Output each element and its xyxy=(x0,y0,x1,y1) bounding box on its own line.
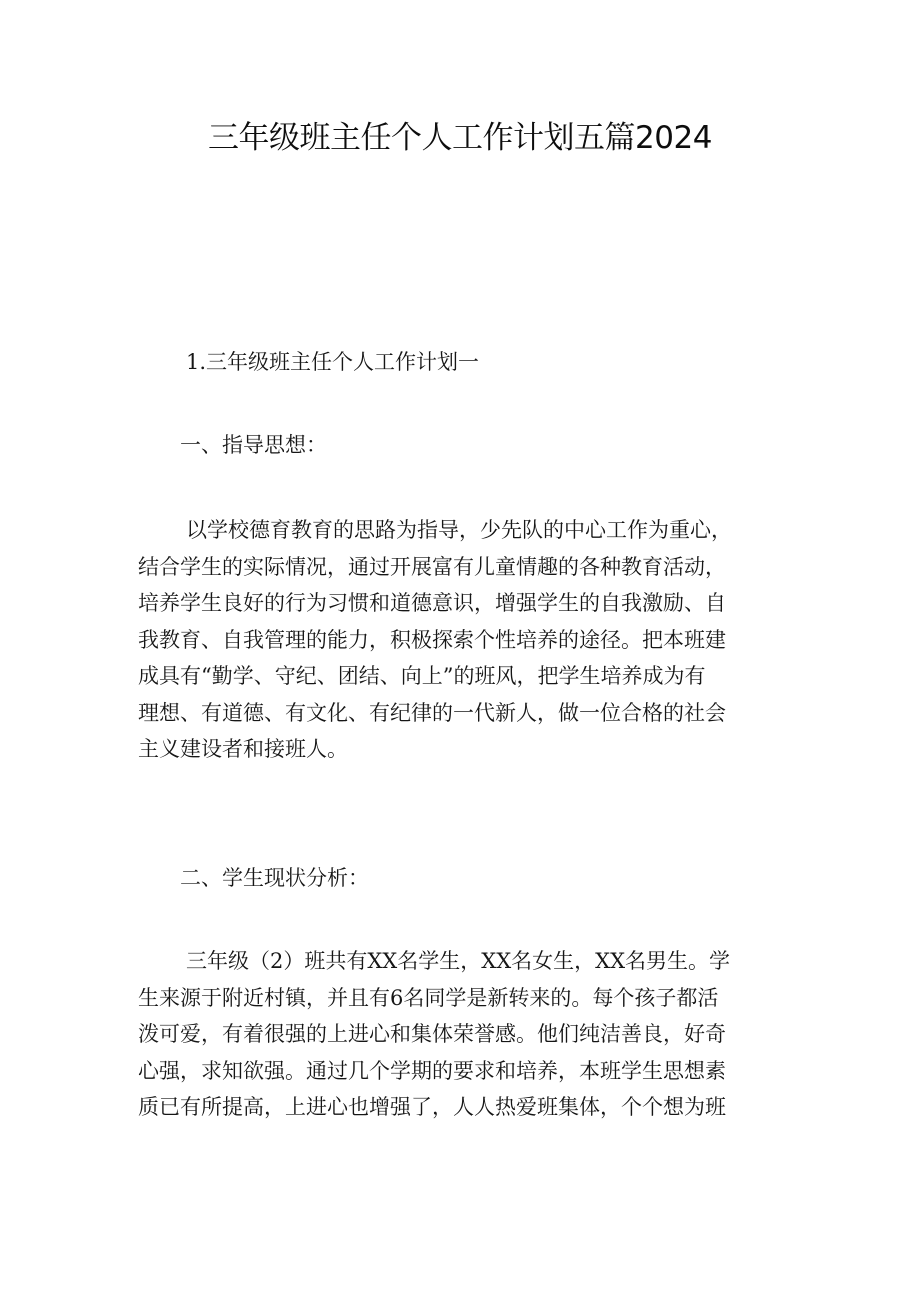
paragraph-line: 结合学生的实际情况，通过开展富有儿童情趣的各种教育活动， xyxy=(138,554,726,579)
subheading-student-analysis: 二、学生现状分析： xyxy=(180,866,369,890)
document-title: 三年级班主任个人工作计划五篇2024 xyxy=(208,120,712,156)
paragraph-line: 理想、有道德、有文化、有纪律的一代新人，做一位合格的社会 xyxy=(138,700,726,725)
paragraph-line: 心强，求知欲强。通过几个学期的要求和培养，本班学生思想素 xyxy=(138,1058,726,1083)
paragraph-line: 成具有“勤学、守纪、团结、向上”的班风，把学生培养成为有 xyxy=(138,664,706,688)
paragraph-line: 主义建设者和接班人。 xyxy=(138,737,348,761)
paragraph-line: 质已有所提高，上进心也增强了，人人热爱班集体，个个想为班 xyxy=(138,1095,726,1119)
paragraph-line: 生来源于附近村镇，并且有6名同学是新转来的。每个孩子都活 xyxy=(138,985,719,1010)
paragraph-line: 三年级（2）班共有XX名学生，XX名女生，XX名男生。学 xyxy=(186,949,731,973)
paragraph-line: 以学校德育教育的思路为指导，少先队的中心工作为重心， xyxy=(186,518,732,542)
subheading-guiding-ideology: 一、指导思想： xyxy=(180,433,327,457)
paragraph-line: 泼可爱，有着很强的上进心和集体荣誉感。他们纯洁善良，好奇 xyxy=(138,1022,726,1046)
paragraph-student-analysis xyxy=(138,943,798,1126)
paragraph-guiding-ideology xyxy=(138,512,798,768)
paragraph-line: 培养学生良好的行为习惯和道德意识，增强学生的自我激励、自 xyxy=(138,591,726,615)
paragraph-line: 我教育、自我管理的能力，积极探索个性培养的途径。把本班建 xyxy=(138,627,726,652)
section-heading: 1.三年级班主任个人工作计划一 xyxy=(186,350,480,374)
